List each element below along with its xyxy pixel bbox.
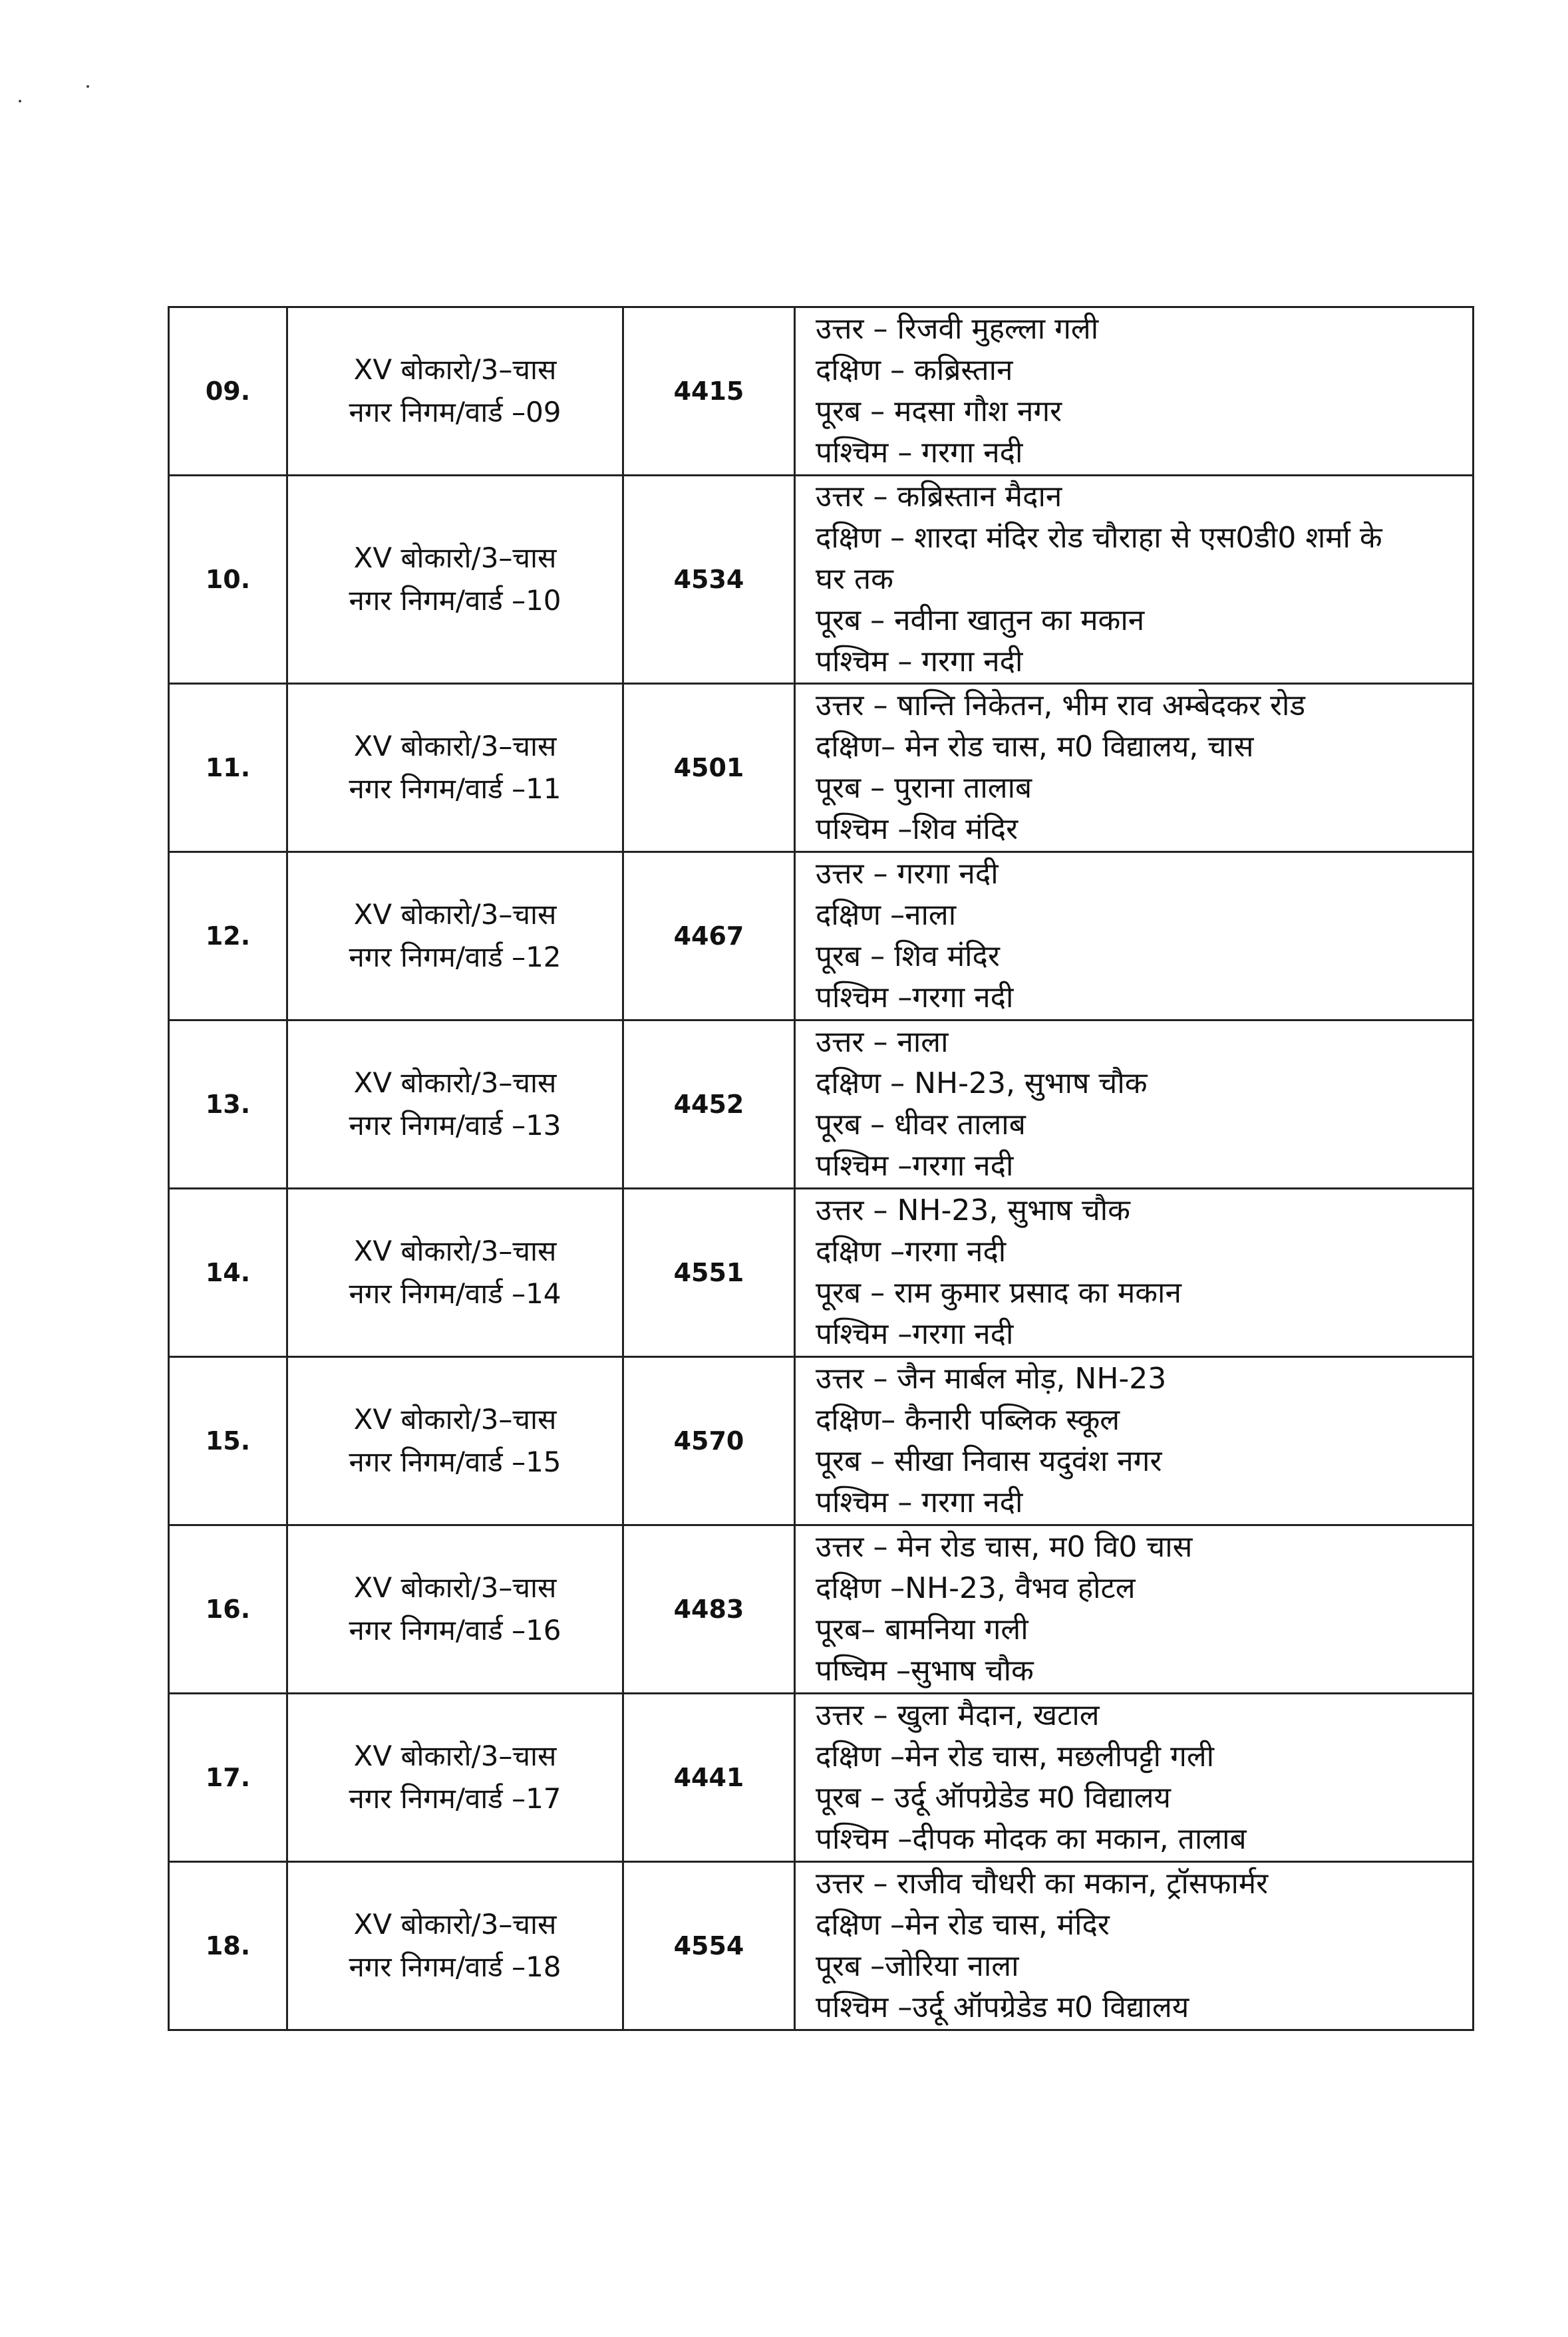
- boundary-line: पूरब – उर्दू ऑपग्रेडेड म0 विद्यालय: [816, 1781, 1172, 1815]
- boundary-line: पश्चिम – गरगा नदी: [816, 1485, 1023, 1519]
- boundary-line: दक्षिण – शारदा मंदिर रोड चौराहा से एस0डी0 शर्मा के: [816, 521, 1382, 555]
- boundary-line: उत्तर – NH-23, सुभाष चौक: [816, 1193, 1130, 1227]
- ward-name: [287, 307, 623, 476]
- boundaries-cell: [795, 1694, 1474, 1862]
- boundary-line: पश्चिम –शिव मंदिर: [816, 812, 1019, 846]
- ward-code: 4415: [623, 307, 795, 476]
- table-row: [169, 1862, 1474, 2030]
- boundary-line: पश्चिम –उर्दू ऑपग्रेडेड म0 विद्यालय: [816, 1990, 1189, 2024]
- boundary-line: पूरब – धीवर तालाब: [816, 1108, 1026, 1142]
- ward-name-line-2: नगर निगम/वार्ड –16: [349, 1614, 561, 1646]
- ward-name-line-2: नगर निगम/वार्ड –14: [349, 1277, 561, 1310]
- boundaries-cell: [795, 852, 1474, 1020]
- boundary-line: उत्तर – गरगा नदी: [816, 857, 999, 891]
- boundaries-cell: [795, 1862, 1474, 2030]
- ward-name-line-1: XV बोकारो/3–चास: [353, 1740, 557, 1772]
- table-row: [169, 1189, 1474, 1357]
- table-body: [169, 307, 1474, 2030]
- boundary-line: दक्षिण –गरगा नदी: [816, 1235, 1007, 1269]
- serial-number: 11.: [169, 684, 287, 852]
- ward-code: 4501: [623, 684, 795, 852]
- boundary-line: पूरब – पुराना तालाब: [816, 771, 1032, 805]
- boundary-line: पश्चिम – गरगा नदी: [816, 436, 1023, 470]
- ward-name: [287, 1189, 623, 1357]
- ward-name-line-2: नगर निगम/वार्ड –18: [349, 1950, 561, 1983]
- boundaries-cell: [795, 1020, 1474, 1189]
- ward-name-line-1: XV बोकारो/3–चास: [353, 1235, 557, 1267]
- serial-number: 18.: [169, 1862, 287, 2030]
- ward-name-line-1: XV बोकारो/3–चास: [353, 1908, 557, 1941]
- scan-speck: [86, 85, 89, 88]
- boundary-line: पश्चिम – गरगा नदी: [816, 645, 1023, 679]
- boundary-line: उत्तर – रिजवी मुहल्ला गली: [816, 312, 1099, 346]
- ward-name-line-2: नगर निगम/वार्ड –09: [349, 396, 561, 428]
- ward-name: [287, 476, 623, 684]
- boundary-line: उत्तर – नाला: [816, 1025, 949, 1059]
- serial-number: 13.: [169, 1020, 287, 1189]
- ward-code: 4441: [623, 1694, 795, 1862]
- table-row: [169, 684, 1474, 852]
- boundary-line: पूरब– बामनिया गली: [816, 1613, 1028, 1646]
- ward-code: 4483: [623, 1525, 795, 1694]
- boundary-line: घर तक: [816, 562, 893, 596]
- ward-name-line-1: XV बोकारो/3–चास: [353, 353, 557, 386]
- boundary-line: पश्चिम –गरगा नदी: [816, 981, 1014, 1014]
- boundary-line: दक्षिण– मेन रोड चास, म0 विद्यालय, चास: [816, 730, 1254, 764]
- ward-code: 4534: [623, 476, 795, 684]
- boundary-line: उत्तर – षान्ति निकेतन, भीम राव अम्बेदकर रोड: [816, 689, 1305, 722]
- ward-name-line-2: नगर निगम/वार्ड –17: [349, 1782, 561, 1815]
- serial-number: 15.: [169, 1357, 287, 1525]
- boundary-line: पश्चिम –गरगा नदी: [816, 1317, 1014, 1351]
- ward-name-line-1: XV बोकारो/3–चास: [353, 1403, 557, 1436]
- serial-number: 09.: [169, 307, 287, 476]
- boundary-line: दक्षिण –NH-23, वैभव होटल: [816, 1571, 1136, 1605]
- boundary-line: पश्चिम –गरगा नदी: [816, 1149, 1014, 1183]
- table-row: [169, 852, 1474, 1020]
- serial-number: 16.: [169, 1525, 287, 1694]
- ward-name: [287, 684, 623, 852]
- boundary-line: उत्तर – खुला मैदान, खटाल: [816, 1698, 1100, 1732]
- boundaries-cell: [795, 1525, 1474, 1694]
- boundary-line: दक्षिण –मेन रोड चास, मंदिर: [816, 1908, 1110, 1942]
- ward-code: 4452: [623, 1020, 795, 1189]
- serial-number: 10.: [169, 476, 287, 684]
- ward-name-line-1: XV बोकारो/3–चास: [353, 1066, 557, 1099]
- ward-name-line-1: XV बोकारो/3–चास: [353, 542, 557, 574]
- boundary-line: दक्षिण – कब्रिस्तान: [816, 353, 1013, 387]
- table-row: [169, 307, 1474, 476]
- table-row: [169, 1357, 1474, 1525]
- boundaries-cell: [795, 684, 1474, 852]
- boundaries-cell: [795, 1189, 1474, 1357]
- boundary-line: पूरब – मदसा गौश नगर: [816, 394, 1062, 428]
- ward-name: [287, 1525, 623, 1694]
- scan-speck: [19, 100, 21, 102]
- ward-name: [287, 1020, 623, 1189]
- ward-name: [287, 1694, 623, 1862]
- table-row: [169, 476, 1474, 684]
- ward-name-line-2: नगर निगम/वार्ड –13: [349, 1109, 561, 1142]
- boundary-line: दक्षिण– कैनारी पब्लिक स्कूल: [816, 1403, 1120, 1437]
- ward-code: 4551: [623, 1189, 795, 1357]
- boundary-line: पश्चिम –दीपक मोदक का मकान, तालाब: [816, 1822, 1247, 1856]
- table-row: [169, 1694, 1474, 1862]
- ward-name-line-1: XV बोकारो/3–चास: [353, 1571, 557, 1604]
- ward-name: [287, 1357, 623, 1525]
- boundaries-cell: [795, 1357, 1474, 1525]
- boundary-line: पष्चिम –सुभाष चौक: [816, 1654, 1034, 1688]
- boundary-line: दक्षिण – NH-23, सुभाष चौक: [816, 1066, 1148, 1100]
- serial-number: 14.: [169, 1189, 287, 1357]
- table-row: [169, 1020, 1474, 1189]
- serial-number: 12.: [169, 852, 287, 1020]
- ward-name: [287, 1862, 623, 2030]
- ward-boundary-table: [168, 306, 1474, 2031]
- ward-name-line-2: नगर निगम/वार्ड –11: [349, 772, 561, 805]
- boundaries-cell: [795, 476, 1474, 684]
- boundary-line: उत्तर – कब्रिस्तान मैदान: [816, 480, 1062, 514]
- boundaries-cell: [795, 307, 1474, 476]
- boundary-line: पूरब – सीखा निवास यदुवंश नगर: [816, 1444, 1162, 1478]
- boundary-line: दक्षिण –मेन रोड चास, मछलीपट्टी गली: [816, 1740, 1215, 1774]
- boundary-line: पूरब – राम कुमार प्रसाद का मकान: [816, 1276, 1181, 1310]
- boundary-line: दक्षिण –नाला: [816, 898, 957, 932]
- ward-name-line-2: नगर निगम/वार्ड –12: [349, 941, 561, 973]
- boundary-line: पूरब – शिव मंदिर: [816, 939, 1000, 973]
- ward-code: 4570: [623, 1357, 795, 1525]
- ward-name-line-1: XV बोकारो/3–चास: [353, 730, 557, 762]
- boundary-line: उत्तर – जैन मार्बल मोड़, NH-23: [816, 1362, 1167, 1396]
- serial-number: 17.: [169, 1694, 287, 1862]
- boundary-line: पूरब –जोरिया नाला: [816, 1949, 1019, 1983]
- boundary-line: उत्तर – राजीव चौधरी का मकान, ट्रॉसफार्मर: [816, 1867, 1269, 1901]
- ward-name-line-2: नगर निगम/वार्ड –15: [349, 1446, 561, 1478]
- ward-code: 4467: [623, 852, 795, 1020]
- boundary-line: उत्तर – मेन रोड चास, म0 वि0 चास: [816, 1530, 1193, 1564]
- ward-name: [287, 852, 623, 1020]
- ward-code: 4554: [623, 1862, 795, 2030]
- table-row: [169, 1525, 1474, 1694]
- ward-name-line-1: XV बोकारो/3–चास: [353, 898, 557, 931]
- ward-name-line-2: नगर निगम/वार्ड –10: [349, 584, 561, 617]
- boundary-line: पूरब – नवीना खातुन का मकान: [816, 603, 1145, 637]
